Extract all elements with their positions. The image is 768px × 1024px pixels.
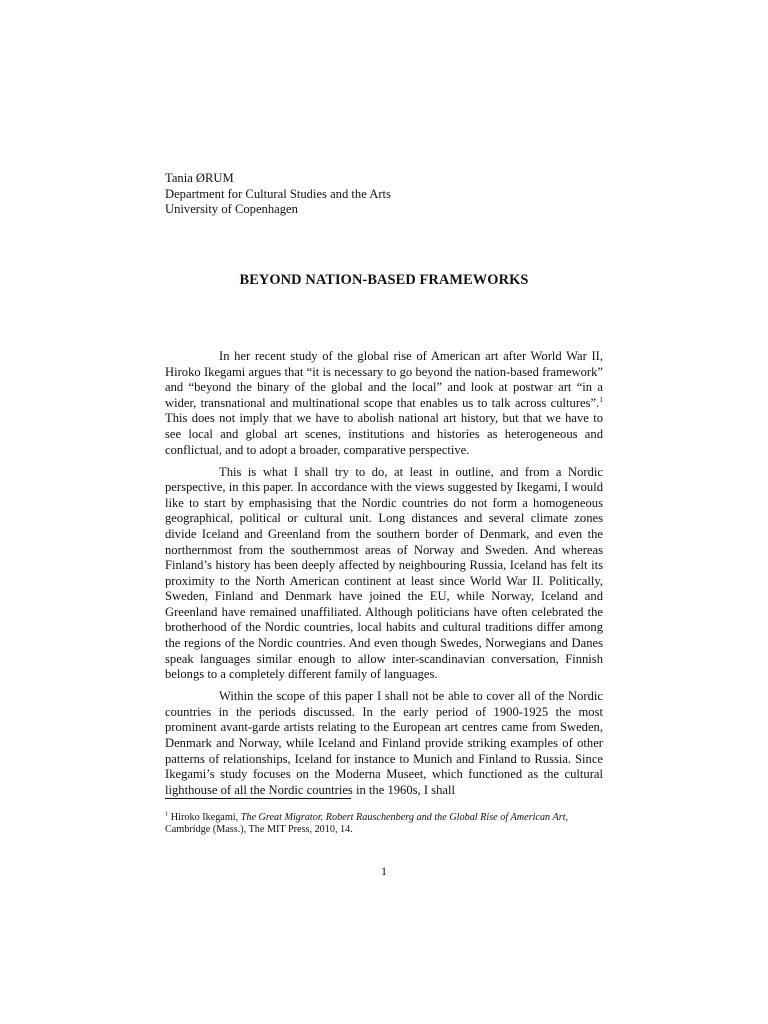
paragraph-3: Within the scope of this paper I shall not be able to cover all of the Nordic countries in the periods discussed. In the early period of 1900-1925 the most prominent avant-garde artists relating to the European art centres came from Sweden, Denmark and Norway, while Iceland and Finland provide striking examples of other patterns of relationships, Iceland for instance to Munich and Finland to Russia. Since Ikegami’s study focuses on the Moderna Museet, which functioned as the cultural lighthouse of all the Nordic countries in the 1960s, I shall bbox=[165, 689, 603, 797]
body-text bbox=[165, 349, 603, 805]
author-name: Tania ØRUM bbox=[165, 171, 234, 185]
author-affiliation bbox=[165, 171, 391, 218]
footnote bbox=[165, 812, 605, 837]
footnote-reference[interactable]: 1 bbox=[599, 394, 603, 404]
footnote-author: Hiroko Ikegami, bbox=[168, 812, 241, 823]
paragraph-1-text: In her recent study of the global rise of American art after World War II, Hiroko Ikegami argues that “it is necessary to go beyond the nation-based framework” and “beyond the binary of the global and the local” and look at postwar art “in a wider, transnational and multinational scope that enables us to talk across cultures”. bbox=[165, 349, 603, 410]
author-university: University of Copenhagen bbox=[165, 202, 298, 217]
author-department: Department for Cultural Studies and the Arts bbox=[165, 186, 391, 201]
footnote-number: 1 bbox=[165, 810, 169, 818]
footnote-divider bbox=[165, 798, 351, 799]
paragraph-1-continued: This does not imply that we have to abolish national art history, but that we have to see local and global art scenes, institutions and histories as heterogeneous and conflictual, and to adopt a broader, comparative perspective. bbox=[165, 411, 603, 457]
footnote-publication: Cambridge (Mass.), The MIT Press, 2010, 14. bbox=[165, 824, 353, 836]
footnote-work-title: The Great Migrator. Robert Rauschenberg and the Global Rise of American Art bbox=[240, 812, 566, 823]
footnote-punct: , bbox=[565, 812, 569, 823]
paragraph-2: This is what I shall try to do, at least in outline, and from a Nordic perspective, in this paper. In accordance with the views suggested by Ikegami, I would like to start by emphasising that the Nordic countries do not form a homogeneous geographical, political or cultural unit. Long distances and several climate zones divide Iceland and Greenland from the southern border of Denmark, and even the northernmost from the southernmost areas of Norway and Sweden. And whereas Finland’s history has been deeply affected by neighbouring Russia, Iceland has felt its proximity to the North American continent at least since World War II. Politically, Sweden, Finland and Denmark have joined the EU, while Norway, Iceland and Greenland have remained unaffiliated. Although politicians have often celebrated the brotherhood of the Nordic countries, local habits and cultural traditions differ among the regions of the Nordic countries. And even though Swedes, Norwegians and Danes speak languages similar enough to allow inter-scandinavian conversation, Finnish belongs to a completely different family of languages. bbox=[165, 464, 603, 682]
footnote-line-1 bbox=[165, 812, 605, 824]
paragraph-1 bbox=[165, 349, 603, 458]
page-number: 1 bbox=[381, 864, 387, 878]
paper-title: BEYOND NATION-BASED FRAMEWORKS bbox=[239, 272, 529, 288]
